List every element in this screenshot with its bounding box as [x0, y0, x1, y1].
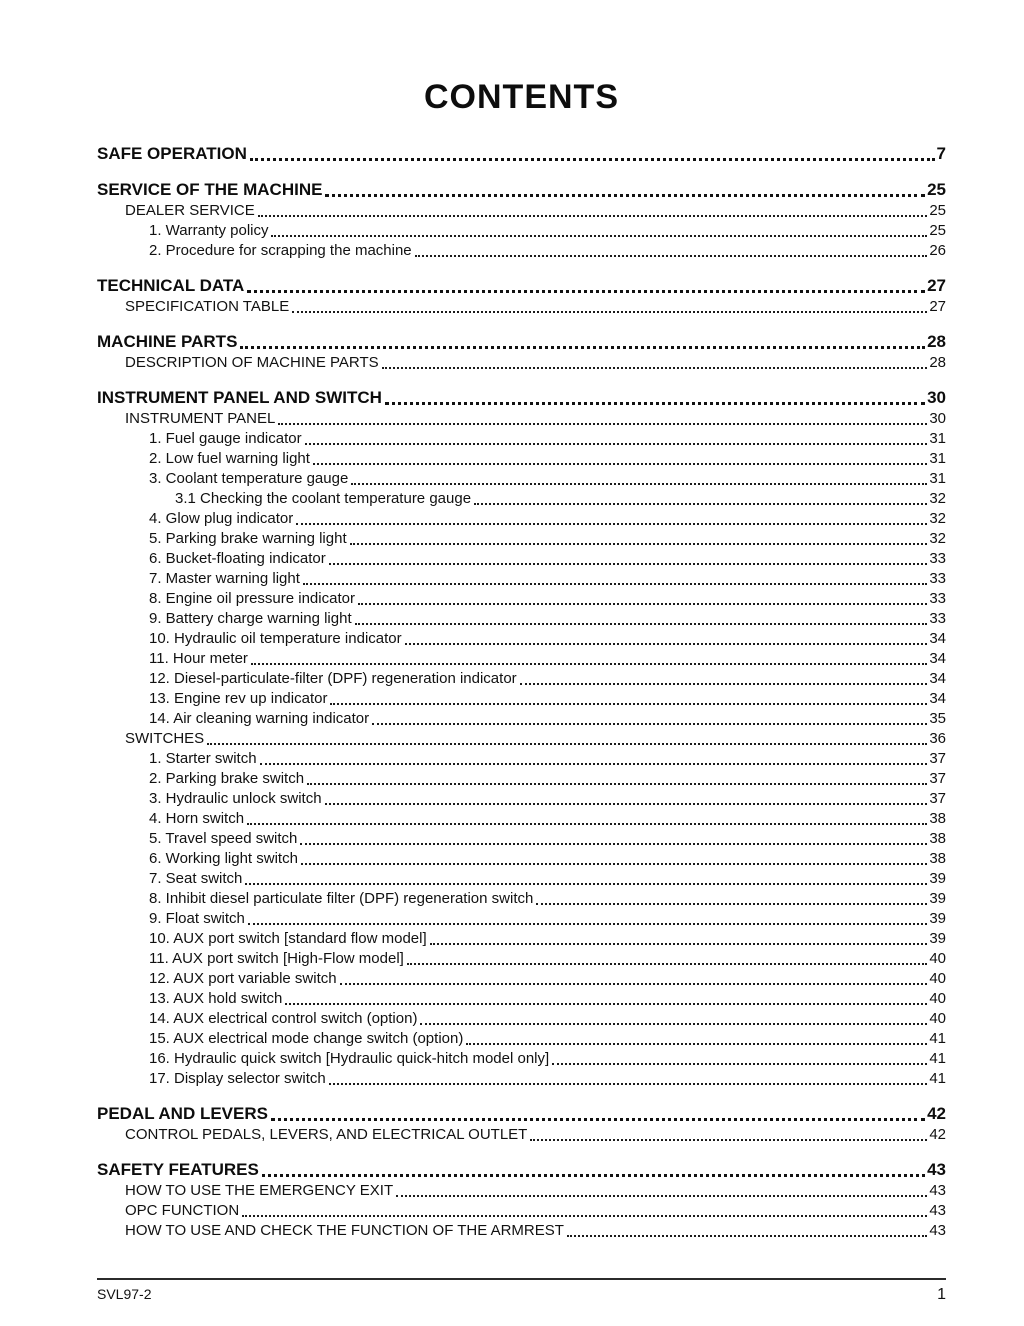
toc-entry	[97, 449, 946, 469]
page-footer	[97, 1278, 946, 1304]
toc-dot-leader	[567, 1235, 927, 1237]
toc-entry-page: 43	[927, 1160, 946, 1179]
toc-entry-page: 27	[927, 276, 946, 295]
toc-dot-leader	[301, 863, 927, 865]
toc-entry	[97, 509, 946, 529]
toc-entry	[97, 889, 946, 909]
toc-entry-page: 39	[929, 930, 946, 947]
toc-dot-leader	[250, 158, 935, 161]
toc-entry-label: 8. Inhibit diesel particulate filter (DPF) regeneration switch	[149, 890, 534, 907]
toc-entry-page: 40	[929, 950, 946, 967]
toc-entry-label: 10. Hydraulic oil temperature indicator	[149, 630, 402, 647]
toc-entry-page: 32	[929, 530, 946, 547]
toc-entry	[97, 1029, 946, 1049]
toc-dot-leader	[296, 523, 927, 525]
toc-entry-page: 38	[929, 850, 946, 867]
toc-entry-page: 41	[929, 1030, 946, 1047]
toc-dot-leader	[355, 623, 928, 625]
toc-entry	[97, 331, 946, 353]
toc-entry-page: 34	[929, 630, 946, 647]
toc-entry	[97, 989, 946, 1009]
toc-entry-page: 41	[929, 1070, 946, 1087]
toc-entry	[97, 353, 946, 373]
toc-entry	[97, 241, 946, 261]
toc-entry-page: 39	[929, 910, 946, 927]
toc-dot-leader	[247, 290, 925, 293]
toc-entry-page: 31	[929, 470, 946, 487]
toc-entry	[97, 201, 946, 221]
toc-dot-leader	[313, 463, 927, 465]
toc-entry-page: 39	[929, 890, 946, 907]
toc-entry-page: 33	[929, 610, 946, 627]
toc-entry	[97, 1159, 946, 1181]
toc-dot-leader	[351, 483, 927, 485]
toc-entry	[97, 1069, 946, 1089]
toc-entry-label: 13. Engine rev up indicator	[149, 690, 328, 707]
toc-entry-label: TECHNICAL DATA	[97, 276, 245, 295]
toc-dot-leader	[242, 1215, 927, 1217]
footer-divider	[97, 1278, 946, 1280]
toc-entry-page: 26	[929, 242, 946, 259]
toc-entry	[97, 609, 946, 629]
toc-dot-leader	[430, 943, 928, 945]
toc-dot-leader	[536, 903, 927, 905]
toc-entry-label: 3. Hydraulic unlock switch	[149, 790, 322, 807]
toc-dot-leader	[415, 255, 928, 257]
toc-entry-page: 33	[929, 570, 946, 587]
toc-dot-leader	[530, 1139, 927, 1141]
toc-dot-leader	[325, 194, 925, 197]
toc-entry-label: 3.1 Checking the coolant temperature gauge	[175, 490, 472, 507]
toc-entry	[97, 689, 946, 709]
toc-dot-leader	[271, 1118, 925, 1121]
toc-dot-leader	[372, 723, 927, 725]
toc-entry-page: 33	[929, 550, 946, 567]
toc-entry	[97, 1125, 946, 1145]
toc-entry	[97, 179, 946, 201]
toc-entry	[97, 869, 946, 889]
toc-entry-label: 6. Bucket-floating indicator	[149, 550, 326, 567]
toc-entry-page: 34	[929, 690, 946, 707]
toc-entry-page: 34	[929, 670, 946, 687]
toc-dot-leader	[325, 803, 928, 805]
toc-entry	[97, 729, 946, 749]
toc-entry-label: 8. Engine oil pressure indicator	[149, 590, 355, 607]
toc-entry-label: 1. Warranty policy	[149, 222, 269, 239]
toc-entry	[97, 849, 946, 869]
toc-entry-page: 31	[929, 430, 946, 447]
toc-entry-label: SAFETY FEATURES	[97, 1160, 259, 1179]
toc-entry-page: 31	[929, 450, 946, 467]
toc-entry-label: 9. Battery charge warning light	[149, 610, 352, 627]
toc-entry-label: 11. AUX port switch [High-Flow model]	[149, 950, 404, 967]
toc-dot-leader	[303, 583, 927, 585]
page-title: CONTENTS	[424, 78, 619, 116]
toc-entry-label: 1. Starter switch	[149, 750, 257, 767]
toc-dot-leader	[420, 1023, 927, 1025]
toc-entry-label: 5. Travel speed switch	[149, 830, 298, 847]
toc-entry-label: 14. Air cleaning warning indicator	[149, 710, 370, 727]
toc-entry-label: 15. AUX electrical mode change switch (option)	[149, 1030, 464, 1047]
toc-entry-label: MACHINE PARTS	[97, 332, 238, 351]
toc-dot-leader	[307, 783, 927, 785]
toc-entry-page: 30	[929, 410, 946, 427]
toc-entry-label: 14. AUX electrical control switch (option)	[149, 1010, 418, 1027]
toc-entry-page: 28	[927, 332, 946, 351]
toc-entry-label: DEALER SERVICE	[125, 202, 255, 219]
toc-entry	[97, 829, 946, 849]
toc-entry-page: 27	[929, 298, 946, 315]
toc-entry-label: 4. Glow plug indicator	[149, 510, 294, 527]
toc-entry	[97, 409, 946, 429]
toc-dot-leader	[285, 1003, 927, 1005]
toc-entry-label: 7. Seat switch	[149, 870, 243, 887]
toc-dot-leader	[358, 603, 927, 605]
toc-entry-label: 9. Float switch	[149, 910, 245, 927]
toc-entry-page: 37	[929, 750, 946, 767]
toc-entry	[97, 949, 946, 969]
toc-entry-label: 3. Coolant temperature gauge	[149, 470, 349, 487]
toc-entry	[97, 469, 946, 489]
toc-entry	[97, 929, 946, 949]
toc-dot-leader	[248, 923, 927, 925]
toc-entry-label: DESCRIPTION OF MACHINE PARTS	[125, 354, 379, 371]
toc-entry	[97, 1049, 946, 1069]
toc-entry	[97, 1103, 946, 1125]
toc-entry	[97, 1221, 946, 1241]
toc-entry-page: 40	[929, 970, 946, 987]
toc-entry-label: HOW TO USE AND CHECK THE FUNCTION OF THE ARMREST	[125, 1222, 564, 1239]
toc-entry-page: 42	[929, 1126, 946, 1143]
toc-entry-label: 2. Procedure for scrapping the machine	[149, 242, 412, 259]
footer-model-code: SVL97-2	[97, 1286, 152, 1302]
toc-dot-leader	[305, 443, 928, 445]
toc-entry-page: 25	[929, 222, 946, 239]
toc-dot-leader	[474, 503, 927, 505]
toc-dot-leader	[278, 423, 927, 425]
toc-dot-leader	[329, 1083, 928, 1085]
toc-entry-label: 6. Working light switch	[149, 850, 298, 867]
footer-page-number: 1	[937, 1286, 946, 1303]
toc-dot-leader	[258, 215, 928, 217]
toc-dot-leader	[385, 402, 925, 405]
toc-entry-page: 32	[929, 490, 946, 507]
toc-entry-label: OPC FUNCTION	[125, 1202, 240, 1219]
toc-entry-label: 10. AUX port switch [standard flow model]	[149, 930, 427, 947]
toc-entry	[97, 809, 946, 829]
toc-entry-label: 1. Fuel gauge indicator	[149, 430, 302, 447]
toc-dot-leader	[271, 235, 927, 237]
toc-entry	[97, 275, 946, 297]
toc-entry-label: CONTROL PEDALS, LEVERS, AND ELECTRICAL OUTLET	[125, 1126, 528, 1143]
toc-dot-leader	[329, 563, 928, 565]
toc-entry-label: 13. AUX hold switch	[149, 990, 283, 1007]
toc-entry	[97, 649, 946, 669]
toc-dot-leader	[247, 823, 927, 825]
toc-entry-page: 40	[929, 990, 946, 1007]
toc-entry-label: SPECIFICATION TABLE	[125, 298, 290, 315]
toc-dot-leader	[240, 346, 925, 349]
toc-entry	[97, 489, 946, 509]
toc-entry-label: 12. Diesel-particulate-filter (DPF) regeneration indicator	[149, 670, 517, 687]
toc-dot-leader	[262, 1174, 925, 1177]
toc-entry	[97, 1201, 946, 1221]
toc-entry	[97, 429, 946, 449]
toc-entry-page: 30	[927, 388, 946, 407]
toc-entry	[97, 789, 946, 809]
toc-entry-label: INSTRUMENT PANEL	[125, 410, 276, 427]
toc-dot-leader	[300, 843, 927, 845]
toc-entry-label: 11. Hour meter	[149, 650, 248, 667]
toc-dot-leader	[260, 763, 928, 765]
toc-entry-label: SAFE OPERATION	[97, 144, 247, 163]
toc-entry-page: 42	[927, 1104, 946, 1123]
toc-entry-page: 32	[929, 510, 946, 527]
toc-entry	[97, 669, 946, 689]
toc-entry	[97, 709, 946, 729]
toc-entry	[97, 297, 946, 317]
toc-entry-label: PEDAL AND LEVERS	[97, 1104, 268, 1123]
toc-dot-leader	[382, 367, 928, 369]
toc-entry-page: 41	[929, 1050, 946, 1067]
toc-entry-label: 17. Display selector switch	[149, 1070, 326, 1087]
toc-entry-label: 5. Parking brake warning light	[149, 530, 347, 547]
toc-entry	[97, 387, 946, 409]
toc-entry	[97, 549, 946, 569]
toc-entry	[97, 569, 946, 589]
toc-dot-leader	[405, 643, 928, 645]
toc-entry-page: 38	[929, 830, 946, 847]
toc-dot-leader	[251, 663, 927, 665]
toc-entry-page: 43	[929, 1222, 946, 1239]
toc-entry-label: HOW TO USE THE EMERGENCY EXIT	[125, 1182, 394, 1199]
toc-dot-leader	[407, 963, 927, 965]
toc-dot-leader	[552, 1063, 927, 1065]
toc-entry-page: 33	[929, 590, 946, 607]
toc-entry-page: 43	[929, 1182, 946, 1199]
toc-entry-page: 37	[929, 790, 946, 807]
toc-entry-page: 39	[929, 870, 946, 887]
toc-entry	[97, 749, 946, 769]
table-of-contents	[97, 143, 946, 1241]
toc-dot-leader	[340, 983, 928, 985]
toc-entry-label: 16. Hydraulic quick switch [Hydraulic quick-hitch model only]	[149, 1050, 550, 1067]
toc-entry-page: 34	[929, 650, 946, 667]
toc-entry-page: 25	[929, 202, 946, 219]
toc-entry	[97, 969, 946, 989]
toc-entry-page: 40	[929, 1010, 946, 1027]
toc-entry-label: 4. Horn switch	[149, 810, 245, 827]
toc-dot-leader	[520, 683, 928, 685]
toc-entry	[97, 769, 946, 789]
toc-entry	[97, 1009, 946, 1029]
toc-entry	[97, 629, 946, 649]
toc-entry-page: 38	[929, 810, 946, 827]
toc-entry-label: 2. Low fuel warning light	[149, 450, 310, 467]
toc-entry	[97, 909, 946, 929]
toc-entry	[97, 1181, 946, 1201]
toc-entry-label: SWITCHES	[125, 730, 205, 747]
toc-entry-label: 2. Parking brake switch	[149, 770, 305, 787]
toc-dot-leader	[466, 1043, 927, 1045]
toc-dot-leader	[292, 311, 927, 313]
toc-dot-leader	[245, 883, 927, 885]
toc-entry	[97, 143, 946, 165]
toc-entry-label: SERVICE OF THE MACHINE	[97, 180, 323, 199]
toc-entry	[97, 529, 946, 549]
toc-dot-leader	[350, 543, 928, 545]
toc-entry-page: 7	[936, 144, 946, 163]
toc-dot-leader	[396, 1195, 927, 1197]
toc-entry-page: 43	[929, 1202, 946, 1219]
toc-entry-page: 25	[927, 180, 946, 199]
toc-entry	[97, 589, 946, 609]
toc-dot-leader	[330, 703, 927, 705]
toc-entry-page: 28	[929, 354, 946, 371]
toc-entry-page: 35	[929, 710, 946, 727]
toc-entry-label: INSTRUMENT PANEL AND SWITCH	[97, 388, 382, 407]
toc-entry-page: 36	[929, 730, 946, 747]
toc-entry	[97, 221, 946, 241]
toc-entry-label: 7. Master warning light	[149, 570, 300, 587]
toc-entry-page: 37	[929, 770, 946, 787]
toc-dot-leader	[207, 743, 927, 745]
toc-entry-label: 12. AUX port variable switch	[149, 970, 337, 987]
